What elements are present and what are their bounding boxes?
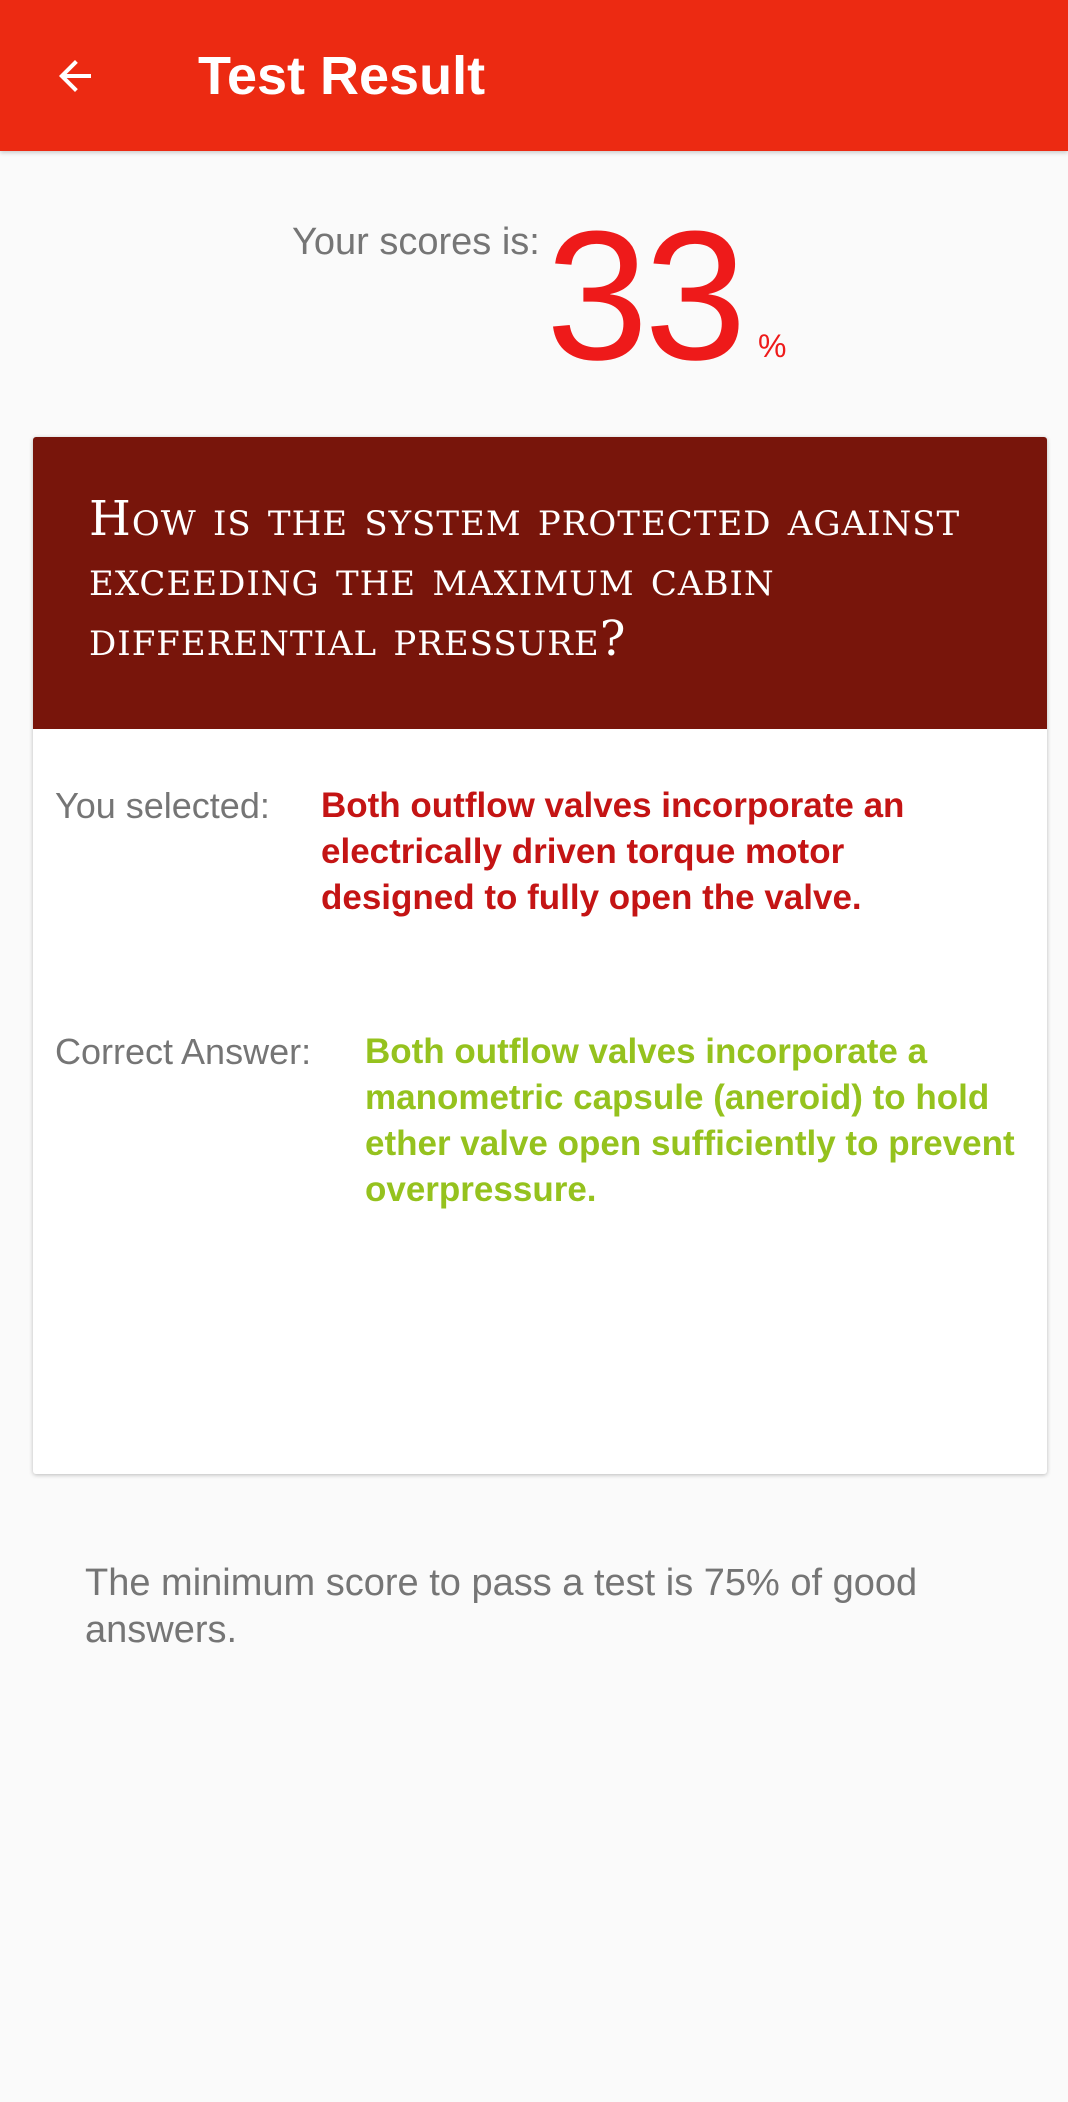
arrow-left-icon xyxy=(51,52,99,100)
score-value: 33 xyxy=(546,192,743,398)
result-card xyxy=(33,437,1047,1474)
selected-answer: Both outflow valves incorporate an electrically driven torque motor designed to fully open the valve. xyxy=(321,786,905,917)
back-button[interactable] xyxy=(35,36,115,116)
app-bar xyxy=(0,0,1068,151)
score-percent-sign: % xyxy=(758,328,787,364)
selected-label: You selected: xyxy=(55,785,270,826)
correct-answer-label: Correct Answer: xyxy=(55,1031,312,1072)
question-header xyxy=(33,437,1047,729)
pass-threshold-note: The minimum score to pass a test is 75% of good answers. xyxy=(85,1562,918,1651)
correct-answer: Both outflow valves incorporate a manometric capsule (aneroid) to hold ether valve open sufficiently to prevent overpressure. xyxy=(365,1032,1015,1209)
page-title: Test Result xyxy=(198,46,486,106)
question-text: How is the system protected against exceeding the maximum cabin differential pressure? xyxy=(89,491,961,667)
score-label: Your scores is: xyxy=(292,221,540,263)
